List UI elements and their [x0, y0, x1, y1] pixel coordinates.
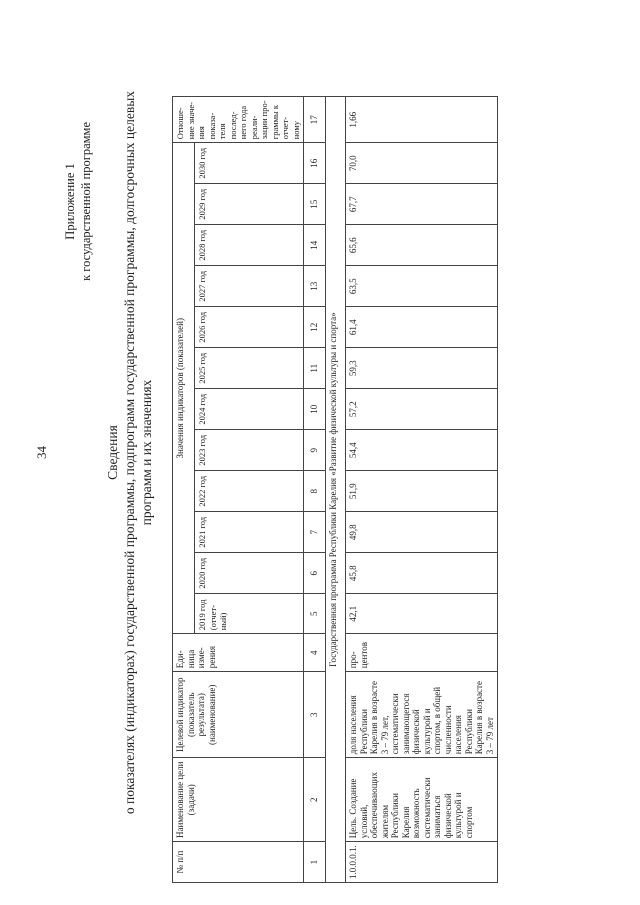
value-2029: 67,7: [346, 184, 498, 225]
column-number: 16: [304, 143, 326, 184]
value-2025: 59,3: [346, 348, 498, 389]
header-year-2029: 2029 год: [195, 184, 304, 225]
document-title: [104, 0, 155, 905]
column-number: 6: [304, 553, 326, 594]
header-num: № п/п: [173, 842, 304, 883]
page-number: 34: [34, 446, 49, 459]
value-2027: 63,5: [346, 266, 498, 307]
header-year-2026: 2026 год: [195, 307, 304, 348]
row-goal: Цель. Создание условий, обеспечивающих жителям Республики Карелия возможность систематически заниматься физической культурой и спортом: [346, 758, 498, 842]
column-number: 3: [304, 672, 326, 758]
value-2026: 61,4: [346, 307, 498, 348]
value-2022: 51,9: [346, 471, 498, 512]
header-values-group: Значения индикаторов (показателей): [173, 143, 195, 634]
header-year-2019: 2019 год (отчет-ный): [195, 594, 304, 634]
row-unit: про-центов: [346, 634, 498, 672]
title-line-1: Сведения: [105, 425, 120, 480]
column-number: 11: [304, 348, 326, 389]
value-2019: 42,1: [346, 594, 498, 634]
value-2024: 57,2: [346, 389, 498, 430]
appendix-line-1: Приложение 1: [63, 163, 77, 240]
table-row: [346, 97, 498, 883]
column-number: 17: [304, 97, 326, 143]
header-year-2022: 2022 год: [195, 471, 304, 512]
header-year-2027: 2027 год: [195, 266, 304, 307]
column-number: 2: [304, 758, 326, 842]
row-indicator: доля населения Республики Карелия в возрасте 3 – 79 лет, систематически занимающегося физической культурой и спортом, в общей численности населения Республики Карелия в возрасте 3 – 79 лет: [346, 672, 498, 758]
header-unit: Еди-ница изме-рения: [173, 634, 304, 672]
column-number: 14: [304, 225, 326, 266]
header-indicator: Целевой индикатор (показатель результата) (наименование): [173, 672, 304, 758]
column-number: 7: [304, 512, 326, 553]
header-year-2020: 2020 год: [195, 553, 304, 594]
value-2028: 65,6: [346, 225, 498, 266]
title-line-2: о показателях (индикаторах) государственной программы, подпрограмм государственной программы, долгосрочных целевых: [122, 90, 137, 815]
column-number: 4: [304, 634, 326, 672]
header-ratio: Отноше-ние значе-ния показа-теля послед-него года реали-зации про-граммы к отчет-ному: [173, 97, 304, 143]
appendix-line-2: к государственной программе: [79, 122, 93, 281]
column-number: 8: [304, 471, 326, 512]
column-number: 15: [304, 184, 326, 225]
column-number: 10: [304, 389, 326, 430]
header-year-2021: 2021 год: [195, 512, 304, 553]
value-ratio: 1,66: [346, 97, 498, 143]
value-2021: 49,8: [346, 512, 498, 553]
header-goal: Наименование цели (задачи): [173, 758, 304, 842]
indicators-table: [172, 96, 498, 883]
header-year-2023: 2023 год: [195, 430, 304, 471]
header-year-2030: 2030 год: [195, 143, 304, 184]
section-title: Государственная программа Республики Карелия «Развитие физической культуры и спорта»: [326, 97, 346, 883]
column-number: 9: [304, 430, 326, 471]
row-num: 1.0.0.0.1.: [346, 842, 498, 883]
column-number: 13: [304, 266, 326, 307]
header-year-2028: 2028 год: [195, 225, 304, 266]
value-2020: 45,8: [346, 553, 498, 594]
title-line-3: программ и их значениях: [139, 379, 154, 526]
appendix-caption: [62, 122, 94, 281]
header-year-2024: 2024 год: [195, 389, 304, 430]
value-2023: 54,4: [346, 430, 498, 471]
header-year-2025: 2025 год: [195, 348, 304, 389]
column-number: 12: [304, 307, 326, 348]
column-number: 1: [304, 842, 326, 883]
column-number: 5: [304, 594, 326, 634]
value-2030: 70,0: [346, 143, 498, 184]
